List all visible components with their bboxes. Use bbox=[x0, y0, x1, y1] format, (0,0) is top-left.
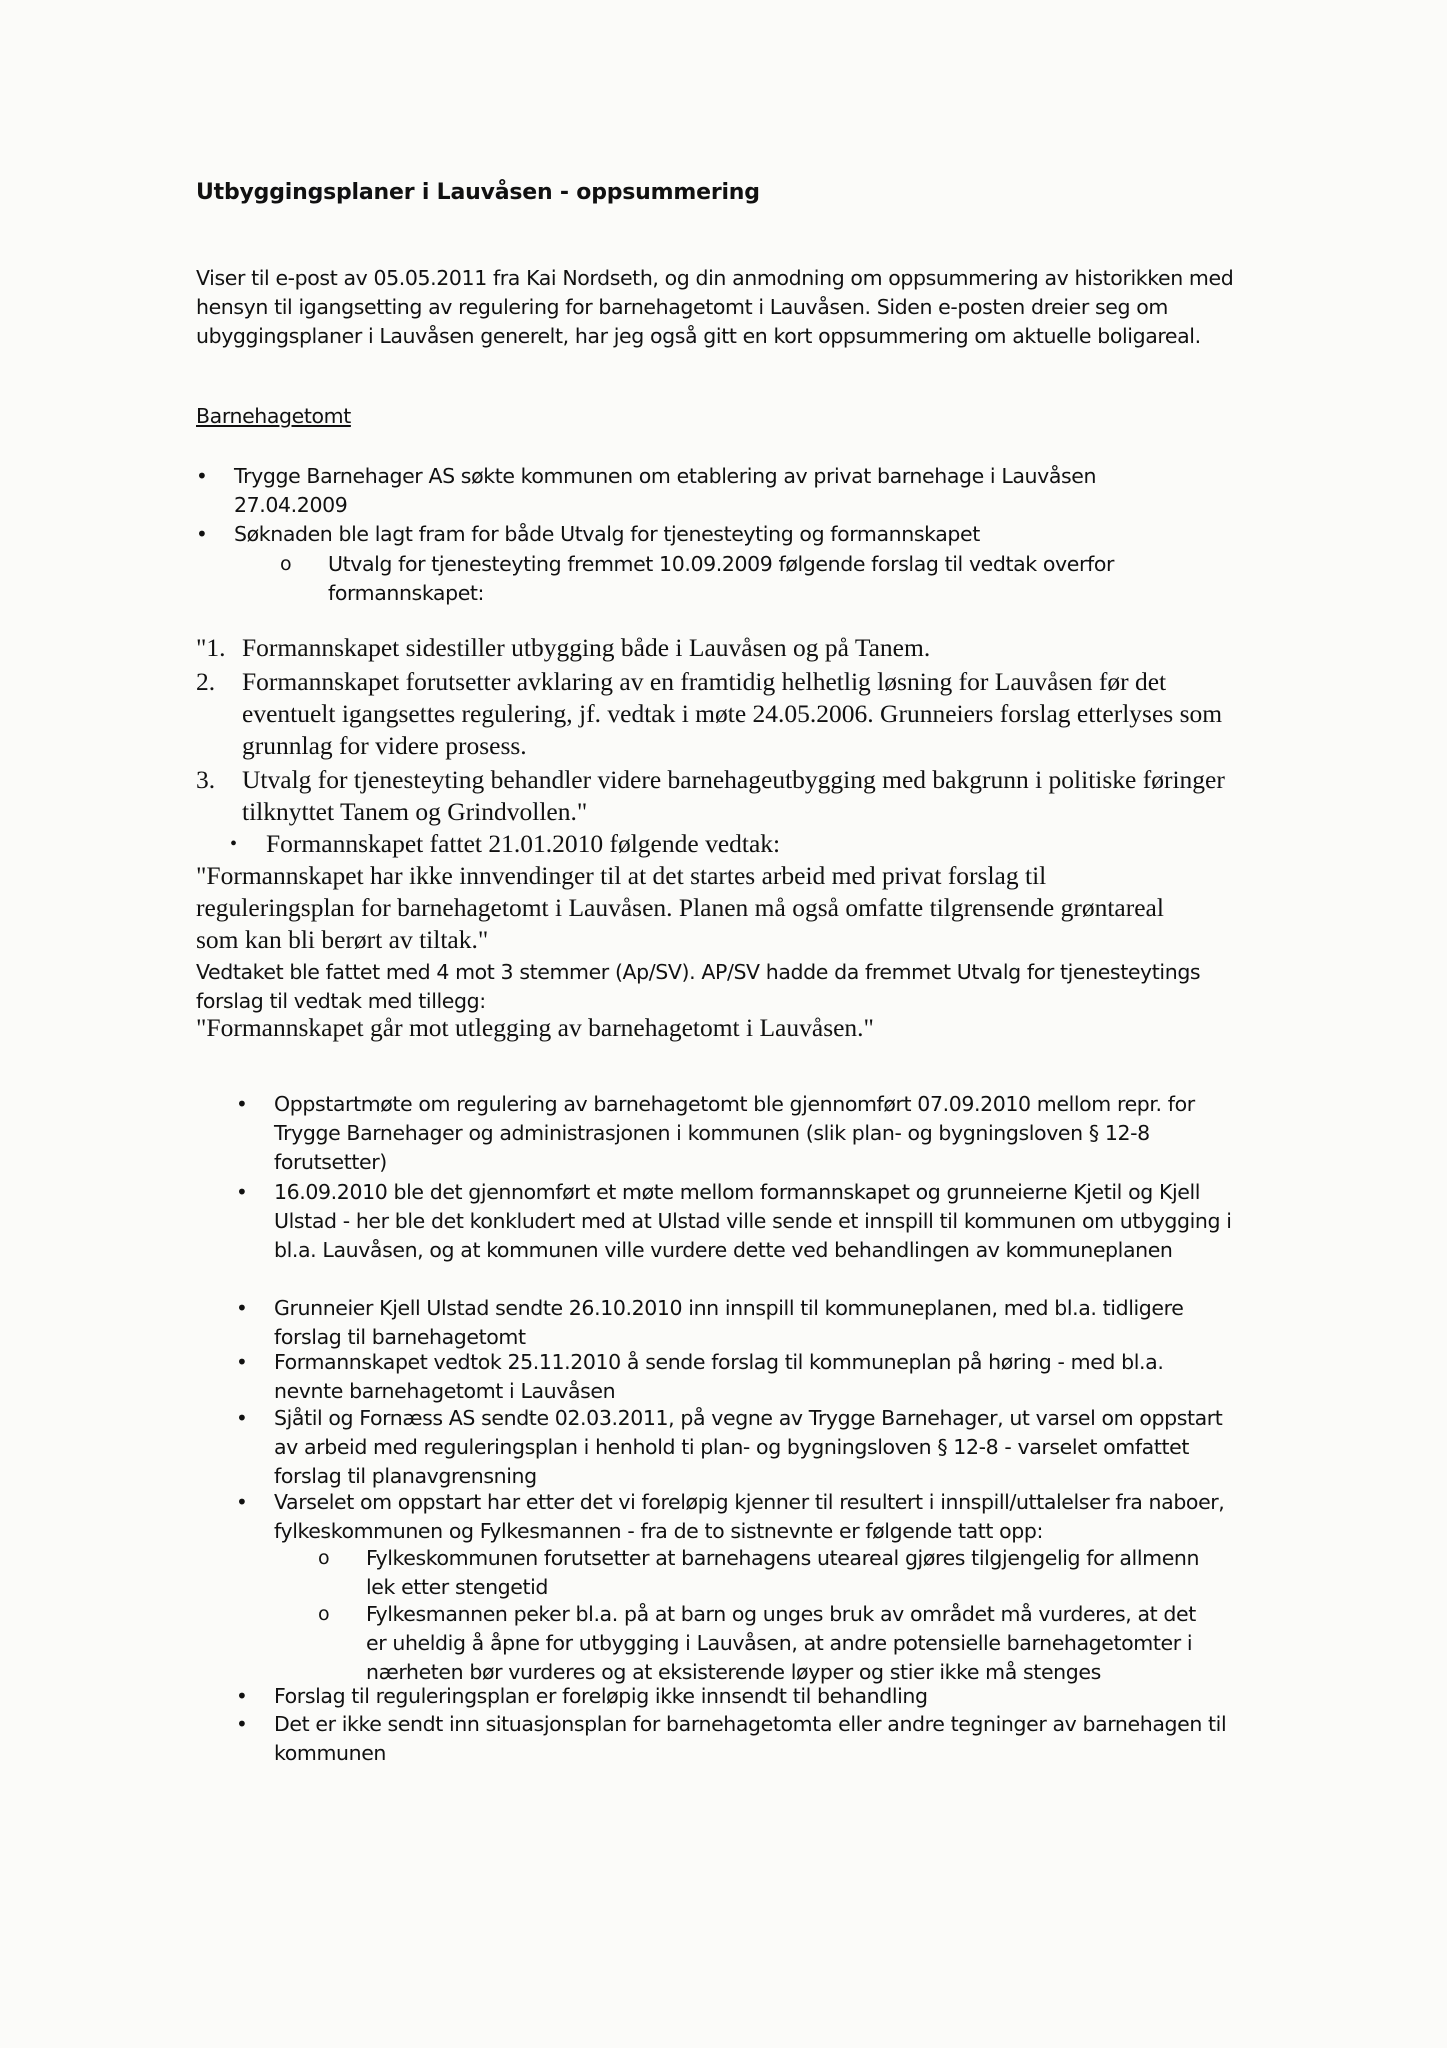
item-number: "1. bbox=[196, 633, 226, 662]
list-item-text: Trygge Barnehager AS søkte kommunen om etablering av privat barnehage i Lauvåsen 27.04.2009 bbox=[234, 464, 1097, 517]
bullet-icon: • bbox=[230, 833, 238, 855]
sub-list-item bbox=[280, 550, 1150, 608]
bullet-icon: • bbox=[236, 1490, 248, 1514]
list-item bbox=[236, 1710, 1236, 1768]
list-item bbox=[236, 1682, 1236, 1711]
sub-list-item bbox=[318, 1544, 1218, 1602]
item-number: 3. bbox=[196, 765, 216, 794]
decision-quote: "Formannskapet har ikke innvendinger til at det startes arbeid med privat forslag til reguleringsplan for barnehagetomt i Lauvåsen. Planen må også omfatte tilgrensende grøntareal som kan bli berørt av tiltak." bbox=[196, 861, 1164, 954]
list-item-text: 16.09.2010 ble det gjennomført et møte mellom formannskapet og grunneierne Kjetil og Kjell Ulstad - her ble det konkludert med at Ulstad ville sende et innspill til kommunen om utbygging i bl.a. Lauvåsen, og at kommunen ville vurdere dette ved behandlingen av kommuneplanen bbox=[274, 1180, 1232, 1262]
list-item-text: Søknaden ble lagt fram for både Utvalg for tjenesteyting og formannskapet bbox=[234, 522, 980, 546]
list-item bbox=[230, 828, 1130, 860]
sub-bullet-icon: o bbox=[318, 1547, 330, 1569]
quote-item-text: Formannskapet sidestiller utbygging både i Lauvåsen og på Tanem. bbox=[242, 633, 931, 662]
list-item bbox=[236, 1488, 1236, 1546]
sub-bullet-icon: o bbox=[280, 553, 292, 575]
addition-quote: "Formannskapet går mot utlegging av barnehagetomt i Lauvåsen." bbox=[196, 1013, 874, 1042]
list-item bbox=[196, 520, 1256, 549]
list-item-text: Formannskapet vedtok 25.11.2010 å sende forslag til kommuneplan på høring - med bl.a. nevnte barnehagetomt i Lauvåsen bbox=[274, 1350, 1164, 1403]
list-item-text: Fylkeskommunen forutsetter at barnehagens uteareal gjøres tilgjengelig for allmenn lek etter stengetid bbox=[366, 1546, 1200, 1599]
quote-item bbox=[196, 764, 1256, 828]
bullet-icon: • bbox=[236, 1684, 248, 1708]
quote-item-text: Formannskapet forutsetter avklaring av en framtidig helhetlig løsning for Lauvåsen før det eventuelt igangsettes regulering, jf. vedtak i møte 24.05.2006. Grunneiers forslag etterlyses som grunnlag for videre prosess. bbox=[242, 667, 1223, 760]
quote-item-text: Utvalg for tjenesteyting behandler videre barnehageutbygging med bakgrunn i politiske føringer tilknyttet Tanem og Grindvollen." bbox=[242, 765, 1225, 826]
list-item-text: Sjåtil og Fornæss AS sendte 02.03.2011, på vegne av Trygge Barnehager, ut varsel om oppstart av arbeid med reguleringsplan i henhold ti plan- og bygningsloven § 12-8 - varselet omfattet forslag til planavgrensning bbox=[274, 1406, 1223, 1488]
list-item bbox=[236, 1348, 1236, 1406]
list-item bbox=[236, 1404, 1236, 1491]
bullet-icon: • bbox=[236, 1350, 248, 1374]
vote-text: Vedtaket ble fattet med 4 mot 3 stemmer (Ap/SV). AP/SV hadde da fremmet Utvalg for tjenesteytings forslag til vedtak med tillegg: bbox=[196, 960, 1201, 1013]
list-item-text: Utvalg for tjenesteyting fremmet 10.09.2009 følgende forslag til vedtak overfor formannskapet: bbox=[328, 552, 1114, 605]
bullet-icon: • bbox=[236, 1712, 248, 1736]
quote-item bbox=[196, 632, 1256, 664]
list-item bbox=[236, 1178, 1236, 1265]
bullet-icon: • bbox=[196, 522, 208, 546]
list-item-text: Oppstartmøte om regulering av barnehagetomt ble gjennomført 07.09.2010 mellom repr. for Trygge Barnehager og administrasjonen i kommunen (slik plan- og bygningsloven § 12-8 forutsetter) bbox=[274, 1092, 1195, 1174]
bullet-icon: • bbox=[236, 1092, 248, 1116]
bullet-icon: • bbox=[236, 1406, 248, 1430]
list-item bbox=[236, 1090, 1236, 1177]
document-title: Utbyggingsplaner i Lauvåsen - oppsummering bbox=[196, 180, 760, 205]
list-item-text: Det er ikke sendt inn situasjonsplan for barnehagetomta eller andre tegninger av barnehagen til kommunen bbox=[274, 1712, 1227, 1765]
item-number: 2. bbox=[196, 667, 216, 696]
section-heading: Barnehagetomt bbox=[196, 404, 351, 428]
sub-list-item bbox=[318, 1600, 1218, 1687]
list-item bbox=[196, 462, 1136, 520]
bullet-icon: • bbox=[236, 1180, 248, 1204]
bullet-icon: • bbox=[236, 1296, 248, 1320]
list-item-text: Fylkesmannen peker bl.a. på at barn og unges bruk av området må vurderes, at det er uheldig å åpne for utbygging i Lauvåsen, at andre potensielle barnehagetomter i nærheten bør vurderes og at eksisterende løyper og stier ikke må stenges bbox=[366, 1602, 1196, 1684]
list-item-text: Forslag til reguleringsplan er foreløpig ikke innsendt til behandling bbox=[274, 1684, 928, 1708]
quote-item bbox=[196, 666, 1256, 762]
list-item-text: Grunneier Kjell Ulstad sendte 26.10.2010 inn innspill til kommuneplanen, med bl.a. tidligere forslag til barnehagetomt bbox=[274, 1296, 1184, 1349]
sub-bullet-icon: o bbox=[318, 1603, 330, 1625]
intro-paragraph: Viser til e-post av 05.05.2011 fra Kai Nordseth, og din anmodning om oppsummering av historikken med hensyn til igangsetting av regulering for barnehagetomt i Lauvåsen. Siden e-posten dreier seg om ubyggingsplaner i Lauvåsen generelt, har jeg også gitt en kort oppsummering om aktuelle boligareal. bbox=[196, 266, 1234, 348]
list-item-text: Formannskapet fattet 21.01.2010 følgende vedtak: bbox=[266, 829, 781, 858]
list-item bbox=[236, 1294, 1236, 1352]
list-item-text: Varselet om oppstart har etter det vi foreløpig kjenner til resultert i innspill/uttalelser fra naboer, fylkeskommunen og Fylkesmannen - fra de to sistnevnte er følgende tatt opp: bbox=[274, 1490, 1225, 1543]
bullet-icon: • bbox=[196, 464, 208, 488]
